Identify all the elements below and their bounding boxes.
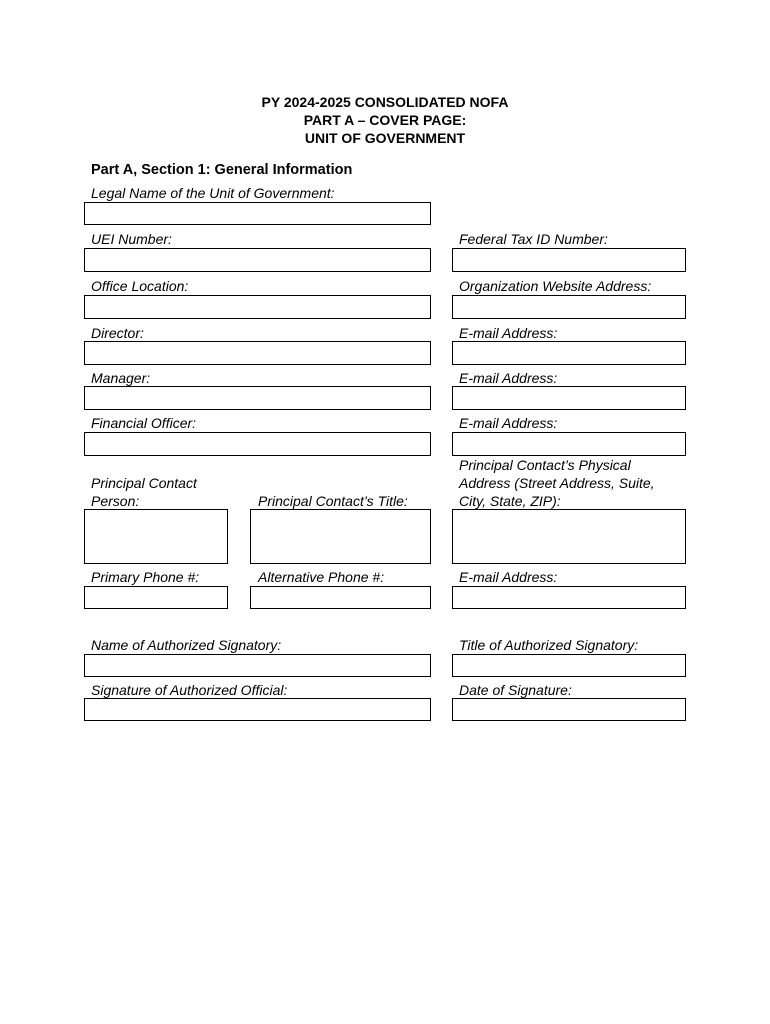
uei-number-field[interactable] xyxy=(84,248,431,272)
manager-label: Manager: xyxy=(91,370,151,386)
director-label: Director: xyxy=(91,325,144,341)
signature-date-label: Date of Signature: xyxy=(459,682,572,698)
alternative-phone-label: Alternative Phone #: xyxy=(258,569,385,585)
authorized-signatory-name-field[interactable] xyxy=(84,654,431,677)
org-website-field[interactable] xyxy=(452,295,686,319)
principal-contact-title-field[interactable] xyxy=(250,509,431,564)
primary-phone-field[interactable] xyxy=(84,586,228,609)
director-email-label: E-mail Address: xyxy=(459,325,558,341)
principal-contact-address-field[interactable] xyxy=(452,509,686,564)
org-website-label: Organization Website Address: xyxy=(459,278,652,294)
form-title xyxy=(0,93,770,147)
manager-field[interactable] xyxy=(84,386,431,410)
principal-contact-field[interactable] xyxy=(84,509,228,564)
principal-contact-address-label: Principal Contact’s Physical Address (Street Address, Suite, City, State, ZIP): xyxy=(459,457,655,509)
section-heading: Part A, Section 1: General Information xyxy=(91,162,353,178)
principal-contact-label-line-2: Person: xyxy=(91,493,140,509)
financial-officer-email-label: E-mail Address: xyxy=(459,415,558,431)
manager-email-field[interactable] xyxy=(452,386,686,410)
director-field[interactable] xyxy=(84,341,431,365)
principal-contact-label-line-1: Principal Contact xyxy=(91,475,197,491)
manager-email-label: E-mail Address: xyxy=(459,370,558,386)
authorized-signatory-title-label: Title of Authorized Signatory: xyxy=(459,637,639,653)
title-line-2: PART A – COVER PAGE: xyxy=(303,112,467,128)
signature-date-field[interactable] xyxy=(452,698,686,721)
signature-field[interactable] xyxy=(84,698,431,721)
financial-officer-field[interactable] xyxy=(84,432,431,456)
primary-phone-label: Primary Phone #: xyxy=(91,569,200,585)
title-line-1: PY 2024-2025 CONSOLIDATED NOFA xyxy=(261,94,509,110)
legal-name-label: Legal Name of the Unit of Government: xyxy=(91,185,335,201)
financial-officer-label: Financial Officer: xyxy=(91,415,197,431)
federal-tax-id-field[interactable] xyxy=(452,248,686,272)
financial-officer-email-field[interactable] xyxy=(452,432,686,456)
federal-tax-id-label: Federal Tax ID Number: xyxy=(459,231,608,247)
uei-number-label: UEI Number: xyxy=(91,231,172,247)
office-location-label: Office Location: xyxy=(91,278,189,294)
principal-contact-title-label: Principal Contact’s Title: xyxy=(258,493,408,509)
authorized-signatory-name-label: Name of Authorized Signatory: xyxy=(91,637,282,653)
alternative-phone-field[interactable] xyxy=(250,586,431,609)
signature-label: Signature of Authorized Official: xyxy=(91,682,288,698)
office-location-field[interactable] xyxy=(84,295,431,319)
title-line-3: UNIT OF GOVERNMENT xyxy=(304,130,466,146)
authorized-signatory-title-field[interactable] xyxy=(452,654,686,677)
legal-name-field[interactable] xyxy=(84,202,431,225)
contact-email-label: E-mail Address: xyxy=(459,569,558,585)
director-email-field[interactable] xyxy=(452,341,686,365)
contact-email-field[interactable] xyxy=(452,586,686,609)
